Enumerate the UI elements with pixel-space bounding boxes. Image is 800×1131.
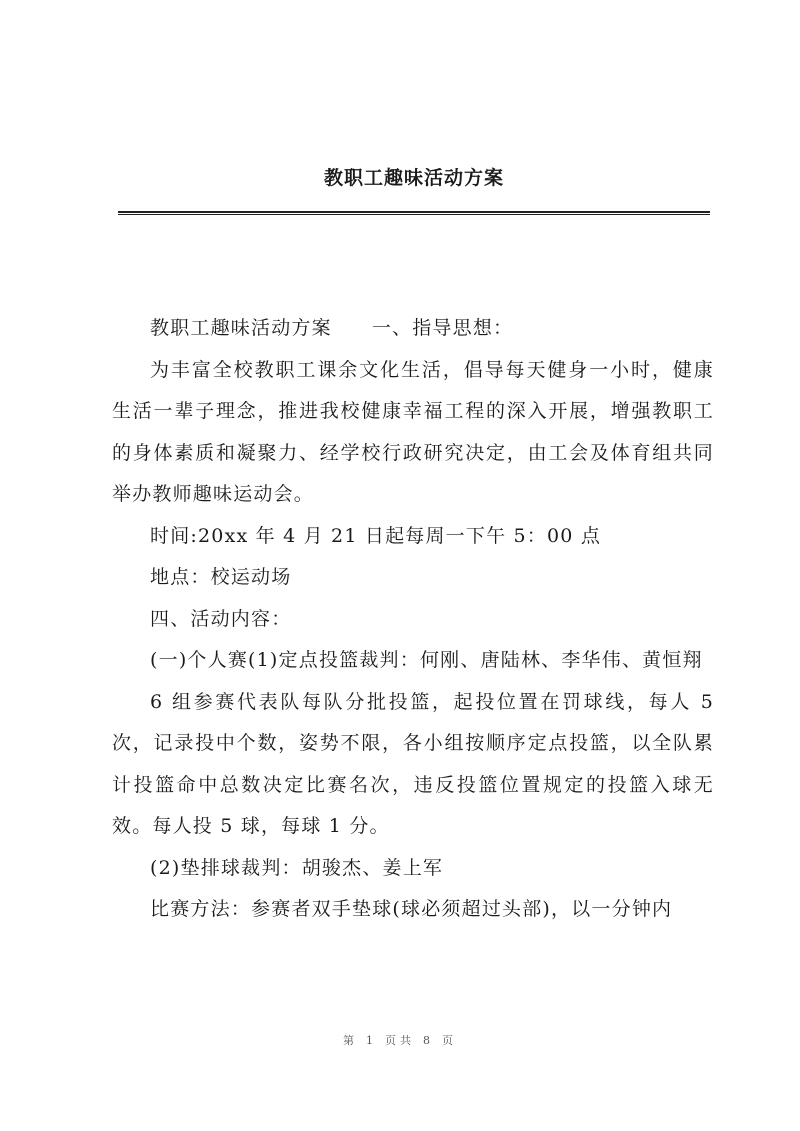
section1-heading: 一、指导思想： bbox=[371, 317, 514, 339]
footer-page-total: 8 bbox=[423, 1034, 434, 1047]
page-footer bbox=[0, 1032, 800, 1048]
footer-suffix: 页 bbox=[442, 1034, 457, 1047]
paragraph-purpose: 为丰富全校教职工课余文化生活，倡导每天健身一小时，健康生活一辈子理念，推进我校健康幸福工程的深入开展，增强教职工的身体素质和凝聚力、经学校行政研究决定，由工会及体育组共同举办教师趣味运动会。 bbox=[112, 358, 714, 505]
document-title: 教职工趣味活动方案 bbox=[323, 167, 504, 189]
section4-heading: 四、活动内容： bbox=[150, 607, 292, 630]
intro-line bbox=[112, 308, 714, 350]
footer-page-current: 1 bbox=[366, 1034, 377, 1047]
place-line: 地点：校运动场 bbox=[150, 566, 292, 588]
page-header bbox=[118, 160, 710, 196]
intro-title-text: 教职工趣味活动方案 bbox=[150, 317, 332, 339]
footer-mid: 页共 bbox=[385, 1034, 415, 1047]
footer-prefix: 第 bbox=[343, 1034, 358, 1047]
title-divider bbox=[118, 211, 710, 215]
method-line: 比赛方法：参赛者双手垫球(球必须超过头部)，以一分钟内 bbox=[150, 898, 673, 920]
paragraph-shooting-rules: 6 组参赛代表队每队分批投篮，起投位置在罚球线，每人 5 次，记录投中个数，姿势不限，各小组按顺序定点投篮，以全队累计投篮命中总数决定比赛名次，违反投篮位置规定的投篮入球无效。每人投 5 球，每球 1 分。 bbox=[112, 690, 714, 837]
item-shooting: (一)个人赛(1)定点投篮裁判：何刚、唐陆林、李华伟、黄恒翔 bbox=[150, 649, 703, 671]
document-body bbox=[112, 308, 714, 931]
item-volleyball: (2)垫排球裁判：胡骏杰、姜上军 bbox=[150, 856, 444, 879]
time-line: 时间:20xx 年 4 月 21 日起每周一下午 5：00 点 bbox=[150, 524, 602, 547]
